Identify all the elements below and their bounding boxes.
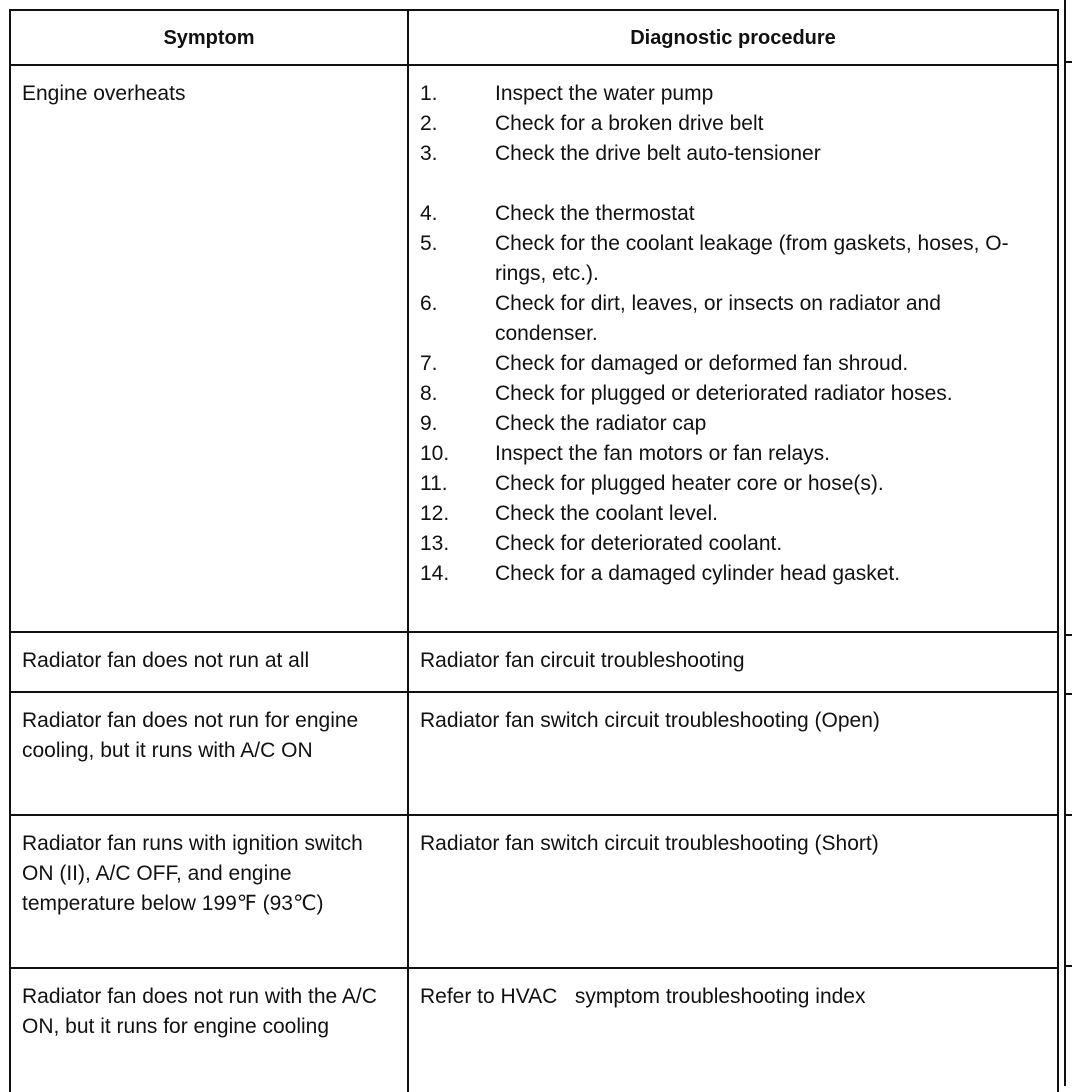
step-number: 13. xyxy=(420,532,450,555)
list-item xyxy=(420,529,1047,559)
procedure-cell xyxy=(408,65,1058,632)
procedure-text: Refer to HVAC symptom troubleshooting index xyxy=(420,985,866,1008)
list-item xyxy=(420,109,1047,139)
symptom-cell: Radiator fan does not run with the A/C ON, but it runs for engine cooling xyxy=(10,968,408,1092)
step-text: Check the radiator cap xyxy=(495,412,707,435)
step-text: Check for dirt, leaves, or insects on radiator and condenser. xyxy=(495,292,941,345)
list-item xyxy=(420,79,1047,109)
step-text: Check for damaged or deformed fan shroud. xyxy=(495,352,909,375)
step-text: Check the thermostat xyxy=(495,202,695,225)
list-item xyxy=(420,349,1047,379)
page-edge-tick xyxy=(1064,814,1072,816)
procedure-steps-list xyxy=(420,79,1047,589)
step-number: 10. xyxy=(420,442,450,465)
list-item xyxy=(420,559,1047,589)
symptom-column-header: Symptom xyxy=(10,10,408,65)
step-text: Check for the coolant leakage (from gaskets, hoses, O-rings, etc.). xyxy=(495,232,1009,285)
table-row xyxy=(10,968,1058,1092)
table-row xyxy=(10,815,1058,968)
list-item xyxy=(420,199,1047,229)
step-text: Check the coolant level. xyxy=(495,502,718,525)
table-header-row xyxy=(10,10,1058,65)
list-item xyxy=(420,289,1047,349)
step-number: 1. xyxy=(420,82,438,105)
page-edge-tick xyxy=(1064,61,1072,63)
step-number: 6. xyxy=(420,292,438,315)
table-row xyxy=(10,632,1058,692)
page-edge-tick xyxy=(1064,693,1072,695)
step-number: 11. xyxy=(420,472,448,495)
list-item xyxy=(420,469,1047,499)
page-edge-tick xyxy=(1064,634,1072,636)
step-text: Check the drive belt auto-tensioner xyxy=(495,142,821,165)
list-item xyxy=(420,139,1047,169)
step-text: Check for a damaged cylinder head gasket. xyxy=(495,562,901,585)
table-row xyxy=(10,692,1058,815)
step-text: Inspect the water pump xyxy=(495,82,714,105)
step-text: Check for a broken drive belt xyxy=(495,112,764,135)
step-number: 7. xyxy=(420,352,438,375)
step-number: 8. xyxy=(420,382,438,405)
step-number: 3. xyxy=(420,142,438,165)
page-edge-tick xyxy=(1064,965,1072,967)
symptom-cell: Radiator fan does not run at all xyxy=(10,632,408,692)
step-number: 14. xyxy=(420,562,450,585)
procedure-column-header: Diagnostic procedure xyxy=(408,10,1058,65)
procedure-cell xyxy=(408,968,1058,1092)
step-text: Inspect the fan motors or fan relays. xyxy=(495,442,830,465)
step-number: 5. xyxy=(420,232,438,255)
procedure-cell: Radiator fan switch circuit troubleshooting (Short) xyxy=(408,815,1058,968)
list-item xyxy=(420,229,1047,289)
list-item xyxy=(420,439,1047,469)
step-number: 9. xyxy=(420,412,438,435)
list-item xyxy=(420,499,1047,529)
diagnostic-table xyxy=(9,9,1059,1092)
procedure-cell: Radiator fan circuit troubleshooting xyxy=(408,632,1058,692)
list-item xyxy=(420,379,1047,409)
symptom-cell: Engine overheats xyxy=(10,65,408,632)
table-row xyxy=(10,65,1058,632)
page-edge-line xyxy=(1064,0,1066,1086)
step-text: Check for plugged or deteriorated radiator hoses. xyxy=(495,382,953,405)
list-item xyxy=(420,409,1047,439)
symptom-cell: Radiator fan does not run for engine cooling, but it runs with A/C ON xyxy=(10,692,408,815)
step-text: Check for deteriorated coolant. xyxy=(495,532,783,555)
step-number: 12. xyxy=(420,502,450,525)
procedure-cell: Radiator fan switch circuit troubleshooting (Open) xyxy=(408,692,1058,815)
symptom-cell: Radiator fan runs with ignition switch ON (II), A/C OFF, and engine temperature below 199℉ (93℃) xyxy=(10,815,408,968)
step-text: Check for plugged heater core or hose(s). xyxy=(495,472,884,495)
step-number: 2. xyxy=(420,112,438,135)
step-number: 4. xyxy=(420,202,438,225)
